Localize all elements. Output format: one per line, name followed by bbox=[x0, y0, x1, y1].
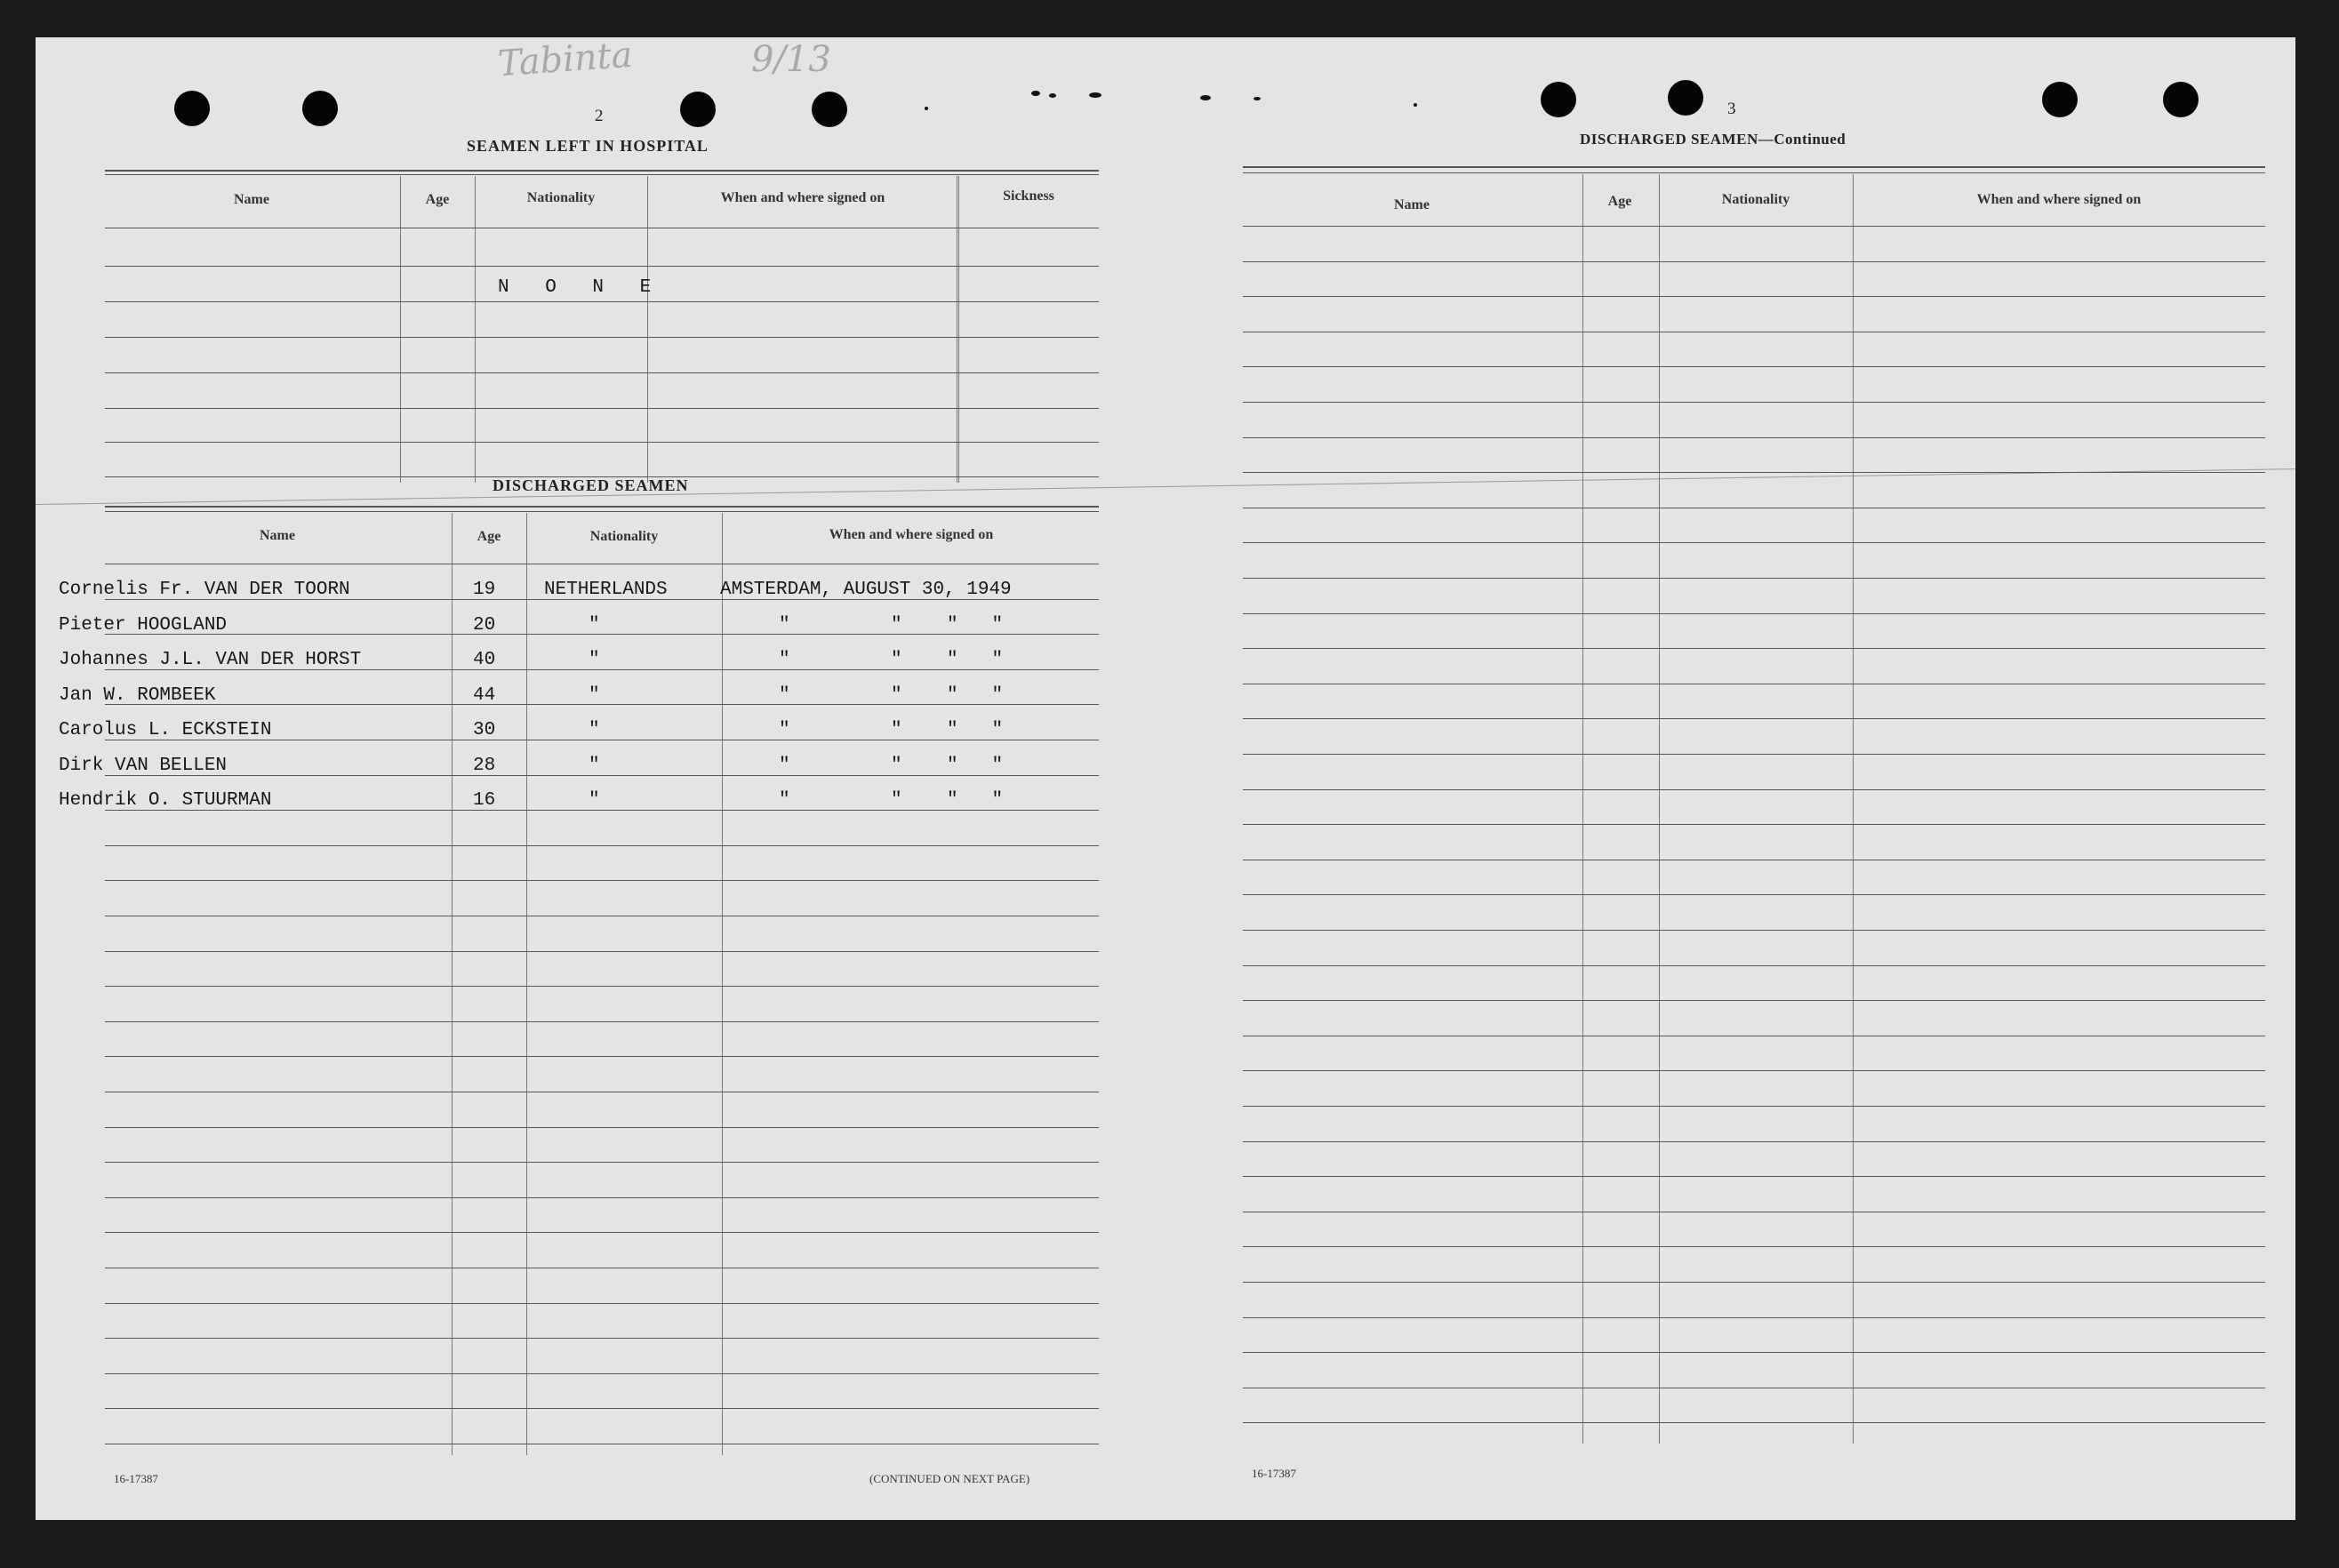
rule-line bbox=[1243, 648, 2265, 649]
rule-line bbox=[1243, 789, 2265, 790]
seaman-name: Jan W. ROMBEEK bbox=[59, 685, 216, 706]
seaman-name: Pieter HOOGLAND bbox=[59, 615, 228, 636]
rule-line bbox=[1243, 1176, 2265, 1177]
seaman-nationality: " bbox=[589, 756, 600, 776]
rule-line bbox=[1243, 1317, 2265, 1318]
rule-line bbox=[1243, 718, 2265, 719]
punch-hole bbox=[2042, 82, 2078, 117]
rule-line bbox=[105, 1162, 1099, 1163]
ink-speck bbox=[1414, 103, 1417, 107]
seaman-name: Carolus L. ECKSTEIN bbox=[59, 720, 272, 740]
rule-line bbox=[105, 1021, 1099, 1022]
ink-speck bbox=[1031, 91, 1040, 96]
page-number-right: 3 bbox=[1727, 100, 1736, 118]
rule-line bbox=[1243, 1246, 2265, 1247]
seaman-signed-on: " " " " bbox=[779, 685, 1004, 706]
rule-line bbox=[105, 845, 1099, 846]
discharged-section-title: DISCHARGED SEAMEN bbox=[493, 476, 689, 494]
rule-line bbox=[105, 951, 1099, 952]
punch-hole bbox=[1541, 82, 1576, 117]
continued-note: (CONTINUED ON NEXT PAGE) bbox=[869, 1472, 1030, 1485]
rule-line bbox=[1243, 472, 2265, 473]
discharged-header-age: Age bbox=[477, 529, 501, 544]
rule-line bbox=[1243, 296, 2265, 297]
rule-line bbox=[105, 1303, 1099, 1304]
hospital-none-entry: N O N E bbox=[498, 277, 664, 298]
hospital-header-signed-on: When and where signed on bbox=[720, 190, 885, 205]
ink-speck bbox=[1089, 92, 1101, 98]
hospital-header-age: Age bbox=[425, 192, 450, 207]
seaman-nationality: " bbox=[589, 615, 600, 636]
punch-hole bbox=[812, 92, 847, 127]
rule-line bbox=[1243, 1352, 2265, 1353]
rule-line bbox=[105, 1408, 1099, 1409]
right-header-nationality: Nationality bbox=[1721, 192, 1790, 207]
rule-line bbox=[1243, 965, 2265, 966]
seaman-signed-on: " " " " bbox=[779, 650, 1004, 670]
punch-hole bbox=[302, 91, 338, 126]
rule-line bbox=[1243, 930, 2265, 931]
seaman-name: Johannes J.L. VAN DER HORST bbox=[59, 650, 362, 670]
rule-line bbox=[1243, 754, 2265, 755]
seaman-nationality: NETHERLANDS bbox=[544, 580, 668, 600]
seaman-signed-on: " " " " bbox=[779, 756, 1004, 776]
rule-line bbox=[1243, 1070, 2265, 1071]
rule-line bbox=[105, 986, 1099, 987]
punch-hole bbox=[1668, 80, 1703, 116]
seaman-signed-on: " " " " bbox=[779, 615, 1004, 636]
seaman-age: 19 bbox=[473, 580, 496, 600]
seaman-signed-on: AMSTERDAM, AUGUST 30, 1949 bbox=[720, 580, 1012, 600]
seaman-nationality: " bbox=[589, 790, 600, 811]
rule-line bbox=[1243, 402, 2265, 403]
rule-line bbox=[1243, 1141, 2265, 1142]
seaman-age: 40 bbox=[473, 650, 496, 670]
punch-hole bbox=[2163, 82, 2199, 117]
rule-line bbox=[1243, 1000, 2265, 1001]
rule-line bbox=[1243, 1106, 2265, 1107]
seaman-signed-on: " " " " bbox=[779, 720, 1004, 740]
rule-line bbox=[1243, 613, 2265, 614]
seaman-signed-on: " " " " bbox=[779, 790, 1004, 811]
seaman-nationality: " bbox=[589, 685, 600, 706]
punch-hole bbox=[174, 91, 210, 126]
seaman-age: 16 bbox=[473, 790, 496, 811]
rule-line bbox=[1243, 437, 2265, 438]
seaman-name: Hendrik O. STUURMAN bbox=[59, 790, 272, 811]
discharged-header-name: Name bbox=[260, 528, 295, 543]
ink-speck bbox=[1049, 93, 1056, 98]
hospital-header-name: Name bbox=[234, 192, 269, 207]
rule-line bbox=[1243, 542, 2265, 543]
rule-line bbox=[1243, 894, 2265, 895]
hospital-section-title: SEAMEN LEFT IN HOSPITAL bbox=[467, 137, 709, 155]
seaman-age: 20 bbox=[473, 615, 496, 636]
seaman-age: 30 bbox=[473, 720, 496, 740]
right-header-age: Age bbox=[1607, 194, 1632, 209]
seaman-name: Cornelis Fr. VAN DER TOORN bbox=[59, 580, 350, 600]
handwritten-ship-name: Tabinta bbox=[496, 34, 634, 85]
hospital-header-nationality: Nationality bbox=[526, 190, 596, 205]
page-number-left: 2 bbox=[595, 107, 604, 125]
right-header-signed-on: When and where signed on bbox=[1976, 192, 2142, 207]
rule-line bbox=[1243, 1422, 2265, 1423]
rule-line bbox=[105, 1232, 1099, 1233]
form-number-left: 16-17387 bbox=[114, 1472, 158, 1485]
rule-line bbox=[1243, 226, 2265, 227]
discharged-header-signed-on: When and where signed on bbox=[829, 527, 994, 542]
rule-line bbox=[1243, 1282, 2265, 1283]
rule-line bbox=[105, 880, 1099, 881]
seaman-nationality: " bbox=[589, 650, 600, 670]
rule-line bbox=[1243, 824, 2265, 825]
ledger-sheet bbox=[36, 34, 2295, 1520]
rule-line bbox=[1243, 261, 2265, 262]
discharged-header-nationality: Nationality bbox=[589, 529, 659, 544]
ink-speck bbox=[1200, 95, 1211, 100]
seaman-age: 44 bbox=[473, 685, 496, 706]
rule-line bbox=[105, 1056, 1099, 1057]
rule-line bbox=[105, 1338, 1099, 1339]
right-header-name: Name bbox=[1394, 197, 1430, 212]
seaman-name: Dirk VAN BELLEN bbox=[59, 756, 228, 776]
right-section-title: DISCHARGED SEAMEN—Continued bbox=[1580, 131, 1846, 148]
ink-speck bbox=[925, 107, 928, 110]
handwritten-date: 9/13 bbox=[751, 39, 831, 80]
seaman-nationality: " bbox=[589, 720, 600, 740]
rule-line bbox=[1243, 366, 2265, 367]
form-number-right: 16-17387 bbox=[1252, 1467, 1296, 1480]
rule-line bbox=[105, 1127, 1099, 1128]
rule-line bbox=[105, 1373, 1099, 1374]
punch-hole bbox=[680, 92, 716, 127]
seaman-age: 28 bbox=[473, 756, 496, 776]
ink-speck bbox=[1254, 97, 1261, 100]
rule-line bbox=[105, 1197, 1099, 1198]
hospital-header-sickness: Sickness bbox=[1003, 188, 1054, 204]
rule-line bbox=[1243, 578, 2265, 579]
